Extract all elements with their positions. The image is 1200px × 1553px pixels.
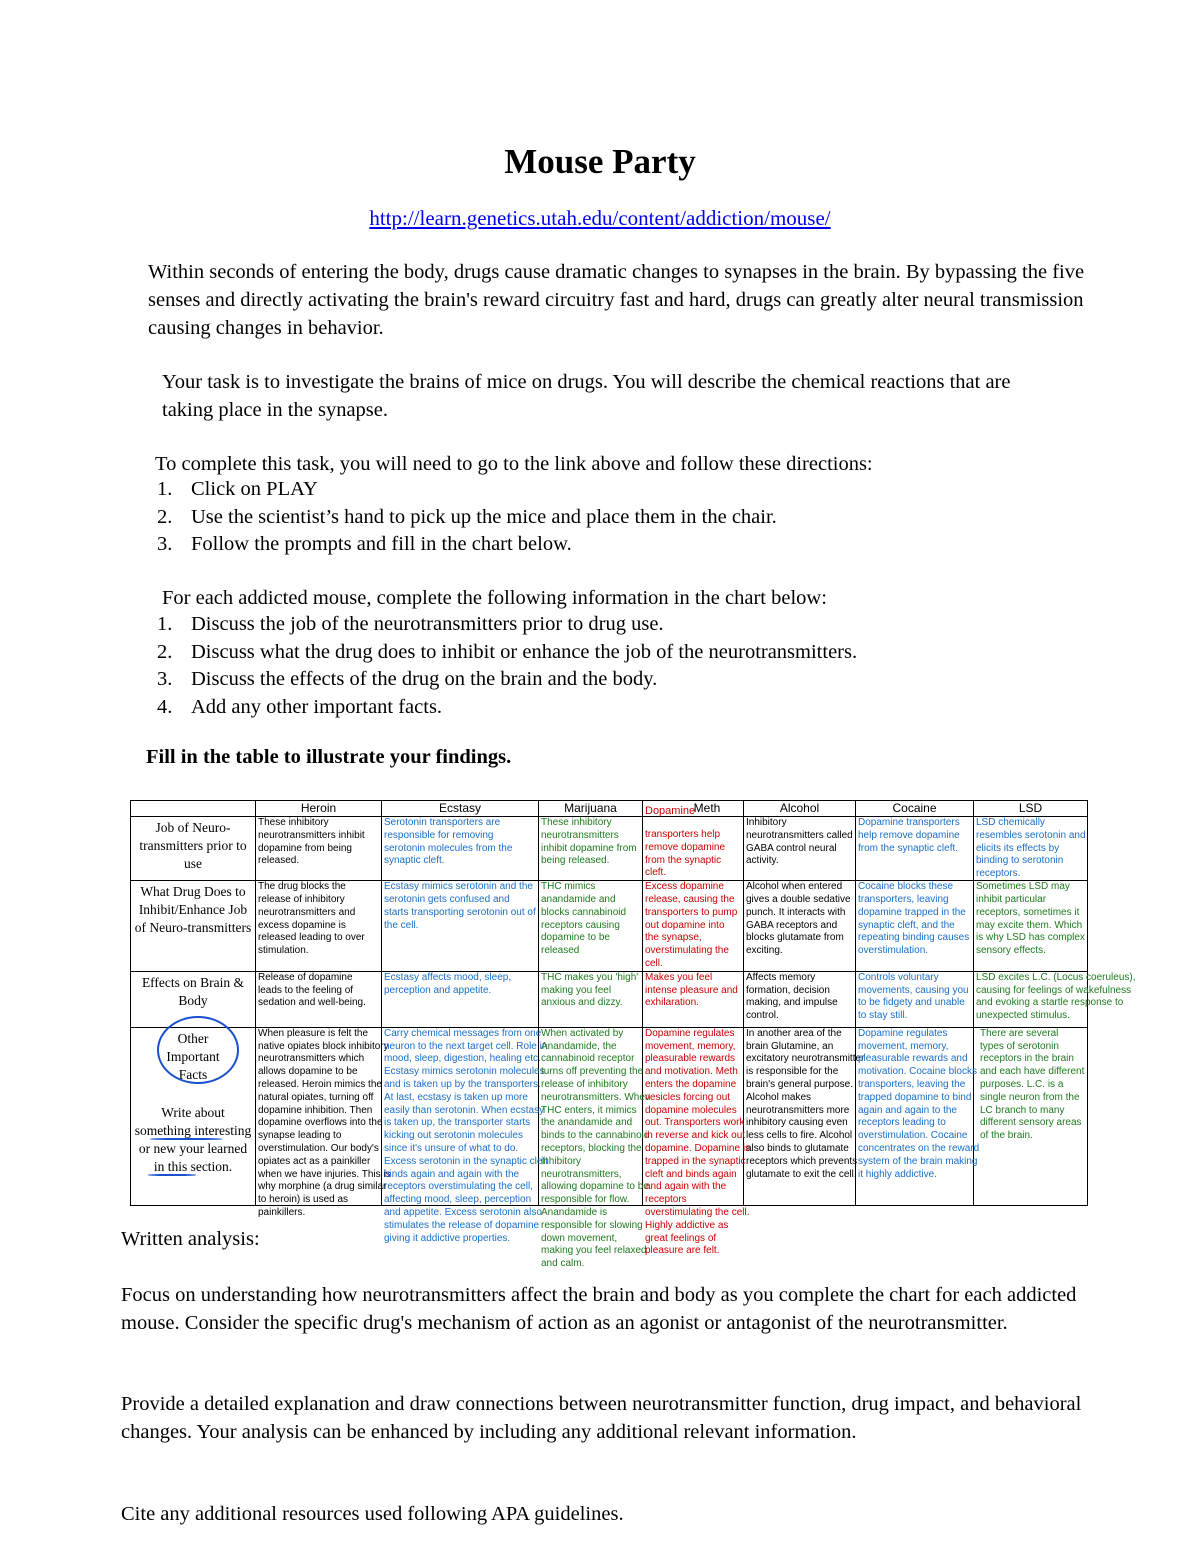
table-cell: Ecstasy mimics serotonin and the serotonin gets confused and starts transporting serotonin out of the cell.	[382, 881, 539, 972]
table-cell: When activated by Anandamide, the cannabinoid receptor turns off preventing the release of inhibitory neurotransmitters. When THC enters, it mimics the anandamide and binds to the cannabinoid receptors, blocking the inhibitory neurotransmitters, allowing dopamine to be responsible for flow. Anandamide is responsible for slowing down movement, making you feel relaxed and calm.	[539, 1027, 643, 1205]
cite-paragraph: Cite any additional resources used following APA guidelines.	[121, 1503, 624, 1525]
hand-drawn-circle-annotation	[157, 1016, 239, 1084]
table-cell: LSD chemically resembles serotonin and elicits its effects by binding to serotonin receptors.	[974, 817, 1088, 881]
table-cell: Makes you feel intense pleasure and exhilaration.	[643, 971, 744, 1027]
list-item: 2. Discuss what the drug does to inhibit or enhance the job of the neurotransmitters.	[157, 640, 858, 663]
table-cell: Sometimes LSD may inhibit particular receptors, sometimes it may excite them. Which is why LSD has complex sensory effects.	[974, 881, 1088, 972]
column-header-cocaine: Cocaine	[856, 801, 974, 817]
table-cell: In another area of the brain Glutamine, an excitatory neurotransmitter is responsible for the brain's general purpose. Alcohol makes neurotransmitters more inhibitory causing even less cells to fire. Alcohol also binds to glutamate receptors which prevents glutamate to exit the cell.	[744, 1027, 856, 1205]
table-cell: The drug blocks the release of inhibitory neurotransmitters and excess dopamine is released leading to over stimulation.	[256, 881, 382, 972]
column-header-heroin: Heroin	[256, 801, 382, 817]
table-cell: Ecstasy affects mood, sleep, perception and appetite.	[382, 971, 539, 1027]
table-row	[131, 1027, 1088, 1205]
task-paragraph: Your task is to investigate the brains of mice on drugs. You will describe the chemical reactions that are taking place in the synapse.	[162, 371, 1011, 421]
table-cell: Dopamine regulates movement, memory, pleasurable rewards and motivation. Meth enters the dopamine vesicles forcing out dopamine molecules out. Transporters work in reverse and kick out dopamine. Dopamine is trapped in the synaptic cleft and binds again and again with the receptors overstimulating the cell. Highly addictive as great feelings of pleasure are felt.	[643, 1027, 744, 1205]
column-header-meth: Meth Dopamine	[643, 801, 744, 817]
list-item: 2. Use the scientist’s hand to pick up the mice and place them in the chair.	[157, 505, 777, 528]
list-item: 3. Discuss the effects of the drug on the brain and the body.	[157, 668, 658, 690]
table-cell: THC mimics anandamide and blocks cannabinoid receptors causing dopamine to be released	[539, 881, 643, 972]
table-cell: Controls voluntary movements, causing you to be fidgety and unable to stay still.	[856, 971, 974, 1027]
table-cell: These inhibitory neurotransmitters inhibit dopamine from being released.	[256, 817, 382, 881]
table-cell: These inhibitory neurotransmitters inhibit dopamine from being released.	[539, 817, 643, 881]
row-header-what-drug-does: What Drug Does to Inhibit/Enhance Job of Neuro-transmitters	[131, 881, 256, 972]
intro-paragraph: Within seconds of entering the body, drugs cause dramatic changes to synapses in the brain. By bypassing the five senses and directly activating the brain's reward circuitry fast and hard, drugs can greatly alter neural transmission causing changes in behavior.	[148, 261, 1085, 339]
table-cell: Cocaine blocks these transporters, leaving dopamine trapped in the synaptic cleft, and the repeating binding causes overstimulation.	[856, 881, 974, 972]
table-cell: When pleasure is felt the native opiates block inhibitory neurotransmitters which allows dopamine to be released. Heroin mimics the natural opiates, turning off dopamine inhibition. Then dopamine overflows into the synapse leading to overstimulation. Our body's opiates act as a painkiller when we have injuries. This is why morphine (a drug similar to heroin) is used as painkillers.	[256, 1027, 382, 1205]
table-cell: Alcohol when entered gives a double sedative punch. It interacts with GABA receptors and blocks glutamate from exciting.	[744, 881, 856, 972]
column-header-lsd: LSD	[974, 801, 1088, 817]
table-cell: THC makes you 'high' making you feel anxious and dizzy.	[539, 971, 643, 1027]
write-about-prompt: Write about something interesting or new your learned in this section.	[134, 1104, 252, 1174]
corner-cell	[131, 801, 256, 817]
complete-intro: To complete this task, you will need to go to the link above and follow these directions:	[155, 453, 873, 475]
written-analysis-heading: Written analysis:	[121, 1228, 260, 1250]
table-cell: Serotonin transporters are responsible for removing serotonin molecules from the synaptic cleft.	[382, 817, 539, 881]
table-cell: Dopamine regulates movement, memory, pleasurable rewards and motivation. Cocaine blocks transporters, leaving the trapped dopamine to bind again and again to the receptors leading to overstimulation. Cocaine concentrates on the reward system of the brain making it highly addictive.	[856, 1027, 974, 1205]
fill-heading: Fill in the table to illustrate your findings.	[146, 746, 512, 768]
table-row	[131, 881, 1088, 972]
row-header-other-facts: Other Important Facts Write about something interesting or new your learned in this section.	[131, 1027, 256, 1205]
foreach-intro: For each addicted mouse, complete the following information in the chart below:	[162, 587, 827, 609]
list-item: 4. Add any other important facts.	[157, 695, 443, 718]
column-header-alcohol: Alcohol	[744, 801, 856, 817]
table-cell: LSD excites L.C. (Locus coeruleus), causing for feelings of wakefulness and evoking a startle response to unexpected stimulus.	[974, 971, 1088, 1027]
row-header-effects: Effects on Brain & Body	[131, 971, 256, 1027]
table-row	[131, 971, 1088, 1027]
url-line	[0, 206, 1200, 231]
list-item: 1. Discuss the job of the neurotransmitters prior to drug use.	[157, 613, 664, 635]
mouse-party-link[interactable]: http://learn.genetics.utah.edu/content/addiction/mouse/	[369, 206, 831, 230]
table-cell: Excess dopamine release, causing the transporters to pump out dopamine into the synapse, overstimulating the cell.	[643, 881, 744, 972]
table-cell: Dopamine transporters help remove dopamine from the synaptic cleft.	[856, 817, 974, 881]
table-cell: Carry chemical messages from one neuron to the next target cell. Role in mood, sleep, digestion, healing etc. Ecstasy mimics serotonin molecules and is taken up by the transporters. At last, ecstasy is taken up more easily than serotonin. When ecstasy is taken up, the transporter starts kicking out serotonin molecules since it's unsure of what to do. Excess serotonin in the synaptic cleft binds again and again with the receptors overstimulating the cell, affecting mood, sleep, perception and appetite. Excess serotonin also stimulates the release of dopamine giving it addictive properties.	[382, 1027, 539, 1205]
table-cell: Release of dopamine leads to the feeling of sedation and well-being.	[256, 971, 382, 1027]
column-header-marijuana: Marijuana	[539, 801, 643, 817]
row-header-job: Job of Neuro-transmitters prior to use	[131, 817, 256, 881]
table-cell: Inhibitory neurotransmitters called GABA control neural activity.	[744, 817, 856, 881]
table-header-row	[131, 801, 1088, 817]
page-title: Mouse Party	[504, 142, 696, 181]
focus-paragraph: Focus on understanding how neurotransmitters affect the brain and body as you complete the chart for each addicted mouse. Consider the specific drug's mechanism of action as an agonist or antagonist of the neurotransmitter.	[121, 1284, 1077, 1334]
table-cell: Affects memory formation, decision making, and impulse control.	[744, 971, 856, 1027]
list-item: 3. Follow the prompts and fill in the chart below.	[157, 533, 572, 555]
steps-list	[157, 611, 857, 721]
list-item: 1. Click on PLAY	[157, 478, 318, 500]
hand-drawn-underline-annotation	[150, 1138, 222, 1140]
table-cell: There are several types of serotonin receptors in the brain and each have different purposes. L.C. is a single neuron from the LC branch to many different sensory areas of the brain.	[974, 1027, 1088, 1205]
hand-drawn-underline-annotation	[148, 1174, 196, 1176]
directions-list	[157, 476, 777, 559]
table-cell: transporters help remove dopamine from the synaptic cleft.	[643, 817, 744, 881]
provide-paragraph: Provide a detailed explanation and draw connections between neurotransmitter function, drug impact, and behavioral changes. Your analysis can be enhanced by including any additional relevant information.	[121, 1393, 1082, 1443]
table-row	[131, 817, 1088, 881]
meth-overlay-label: Dopamine	[645, 805, 696, 817]
column-header-ecstasy: Ecstasy	[382, 801, 539, 817]
